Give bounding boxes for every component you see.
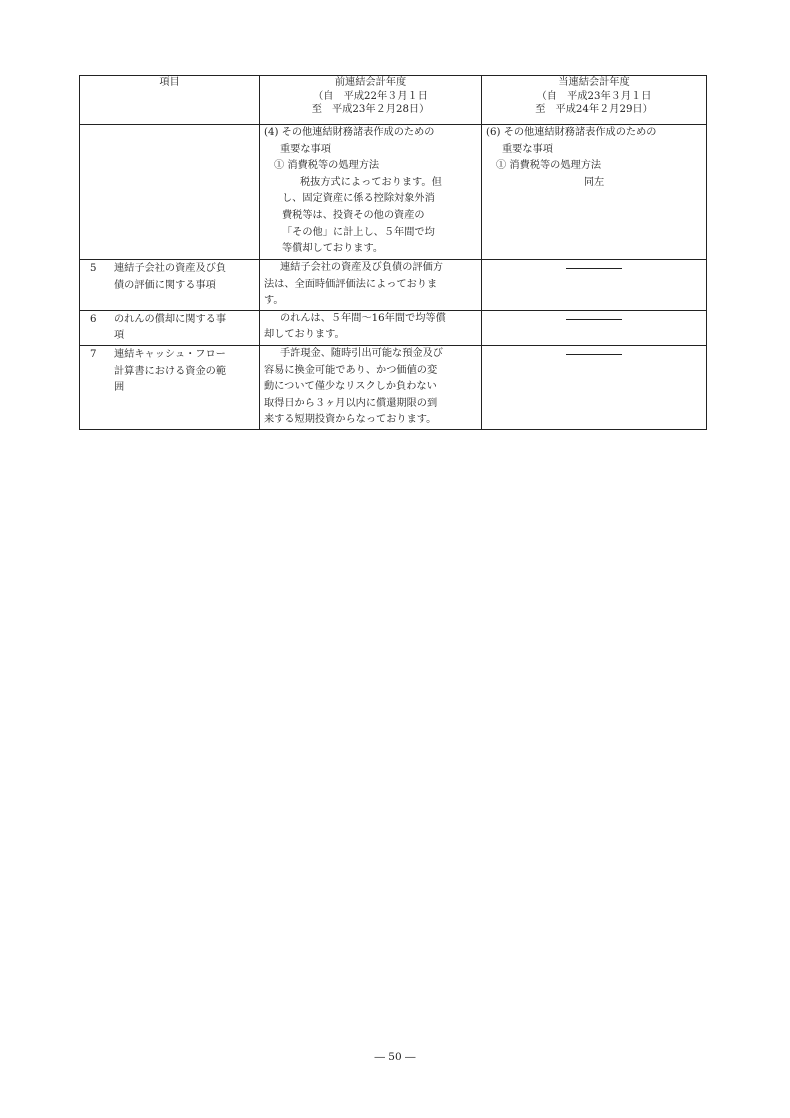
table-row-6: [80, 310, 707, 345]
prev-tax-line: 税抜方式によっております。但: [300, 176, 442, 188]
dash-mark: [566, 319, 622, 320]
item-title-line: 項: [114, 330, 125, 342]
item-number: 5: [90, 263, 97, 274]
table-row-other-matters: [80, 125, 707, 260]
header-curr-year: [482, 76, 707, 125]
header-item-label: 項目: [159, 77, 180, 88]
prev-text-line: す。: [264, 295, 284, 307]
curr-heading-line1: (6) その他連結財務諸表作成のための: [486, 127, 657, 138]
item-title-line: 連結キャッシュ・フロー: [114, 348, 226, 360]
item-title-line: のれんの償却に関する事: [114, 313, 227, 325]
curr-heading-line2: 重要な事項: [502, 143, 553, 155]
item-title-line: 囲: [114, 382, 125, 394]
item-title-line: 計算書における資金の範: [114, 365, 227, 377]
prev-heading-line1: (4) その他連結財務諸表作成のための: [264, 127, 435, 138]
dash-mark: [566, 268, 622, 269]
prev-text-line: 法は、全面時価評価法によっておりま: [264, 278, 438, 290]
prev-text-line: のれんは、５年間～16年間で均等償: [280, 312, 446, 324]
header-item: [80, 76, 260, 125]
prev-heading-line2: 重要な事項: [280, 143, 331, 155]
dash-mark: [566, 354, 622, 355]
prev-text-line: 連結子会社の資産及び負債の評価方: [280, 262, 443, 273]
prev-tax-line: 費税等は、投資その他の資産の: [282, 209, 425, 221]
table-row-7: [80, 345, 707, 429]
item-number: 6: [90, 313, 97, 325]
header-prev-year: [260, 76, 482, 125]
item-cell-empty: [80, 125, 260, 260]
prev-cell: [260, 260, 482, 311]
header-curr-from: （自 平成23年３月１日: [536, 90, 652, 102]
item-cell: [80, 260, 260, 311]
curr-cell: [482, 310, 707, 345]
prev-subheading: ① 消費税等の処理方法: [274, 160, 380, 172]
item-title-line: 債の評価に関する事項: [114, 279, 216, 291]
accounting-policy-table: [79, 75, 707, 430]
prev-text-line: 動について僅少なリスクしか負わない: [264, 381, 437, 393]
table-row-5: [80, 260, 707, 311]
prev-text-line: 来する短期投資からなっております。: [264, 414, 437, 426]
prev-text-line: 却しております。: [264, 329, 345, 341]
curr-cell: [482, 345, 707, 429]
prev-tax-line: 「その他」に計上し、５年間で均: [282, 226, 435, 238]
item-cell: [80, 345, 260, 429]
curr-cell: [482, 260, 707, 311]
page-number: ― 50 ―: [374, 1051, 416, 1063]
prev-tax-line: し、固定資産に係る控除対象外消: [282, 193, 435, 205]
prev-cell: [260, 310, 482, 345]
curr-subheading: ① 消費税等の処理方法: [496, 160, 602, 172]
header-curr-to: 至 平成24年２月29日）: [535, 104, 653, 116]
prev-cell-other-matters: [260, 125, 482, 260]
header-row: [80, 76, 707, 125]
item-cell: [80, 310, 260, 345]
header-curr-title: 当連結会計年度: [558, 77, 630, 88]
curr-same-as-left: 同左: [583, 176, 605, 188]
prev-cell: [260, 345, 482, 429]
item-title-line: 連結子会社の資産及び負: [114, 263, 227, 274]
prev-text-line: 容易に換金可能であり、かつ価値の変: [264, 364, 438, 376]
item-number: 7: [90, 348, 97, 360]
prev-text-line: 取得日から３ヶ月以内に償還期限の到: [264, 397, 438, 409]
prev-tax-line: 等償却しております。: [282, 243, 384, 255]
prev-tax-text: [260, 175, 481, 258]
header-prev-from: （自 平成22年３月１日: [313, 90, 428, 102]
curr-cell-other-matters: [482, 125, 707, 260]
prev-text-line: 手許現金、随時引出可能な預金及び: [280, 347, 443, 359]
header-prev-title: 前連結会計年度: [334, 77, 407, 88]
header-prev-to: 至 平成23年２月28日）: [311, 104, 430, 116]
